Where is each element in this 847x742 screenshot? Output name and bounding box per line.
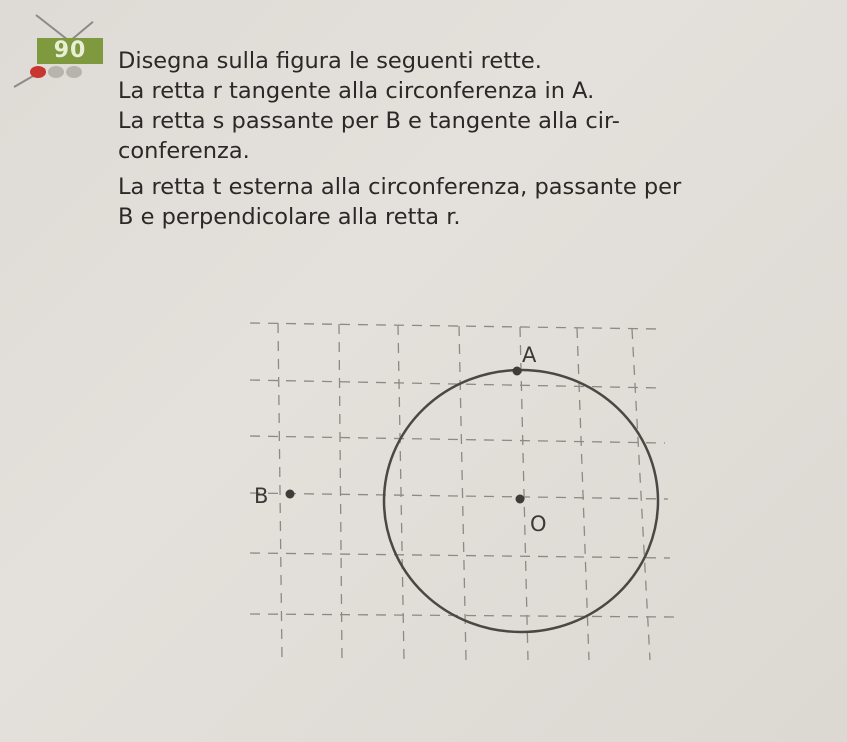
instruction-line-t: La retta t esterna alla circonferenza, passante per [118, 174, 682, 200]
grid-col-6 [577, 328, 589, 660]
instruction-title: Disegna sulla figura le seguenti rette. [118, 48, 542, 74]
grid-row-3 [250, 436, 665, 443]
grid-row-6 [250, 614, 674, 617]
grid-col-3 [398, 325, 404, 660]
point-a [513, 367, 522, 376]
grid-row-4 [250, 493, 668, 499]
point-b [286, 490, 295, 499]
exercise-number: 90 [37, 38, 103, 64]
grid-row-1 [250, 323, 660, 329]
grid-col-7 [632, 329, 650, 660]
instruction-line-s: La retta s passante per B e tangente alla cir- [118, 108, 620, 134]
grid-col-2 [339, 324, 342, 660]
dashed-grid [250, 323, 674, 660]
instruction-line-s-cont: conferenza. [118, 138, 250, 164]
label-o: O [530, 512, 547, 536]
grid-row-5 [250, 553, 670, 558]
label-a: A [522, 343, 537, 367]
grid-col-1 [278, 323, 282, 660]
grid-col-5 [520, 327, 528, 660]
instruction-line-r: La retta r tangente alla circonferenza in A. [118, 78, 595, 104]
label-b: B [254, 484, 269, 508]
grid-col-4 [459, 326, 466, 660]
point-o [516, 495, 525, 504]
instruction-line-t-cont: B e perpendicolare alla retta r. [118, 204, 461, 230]
